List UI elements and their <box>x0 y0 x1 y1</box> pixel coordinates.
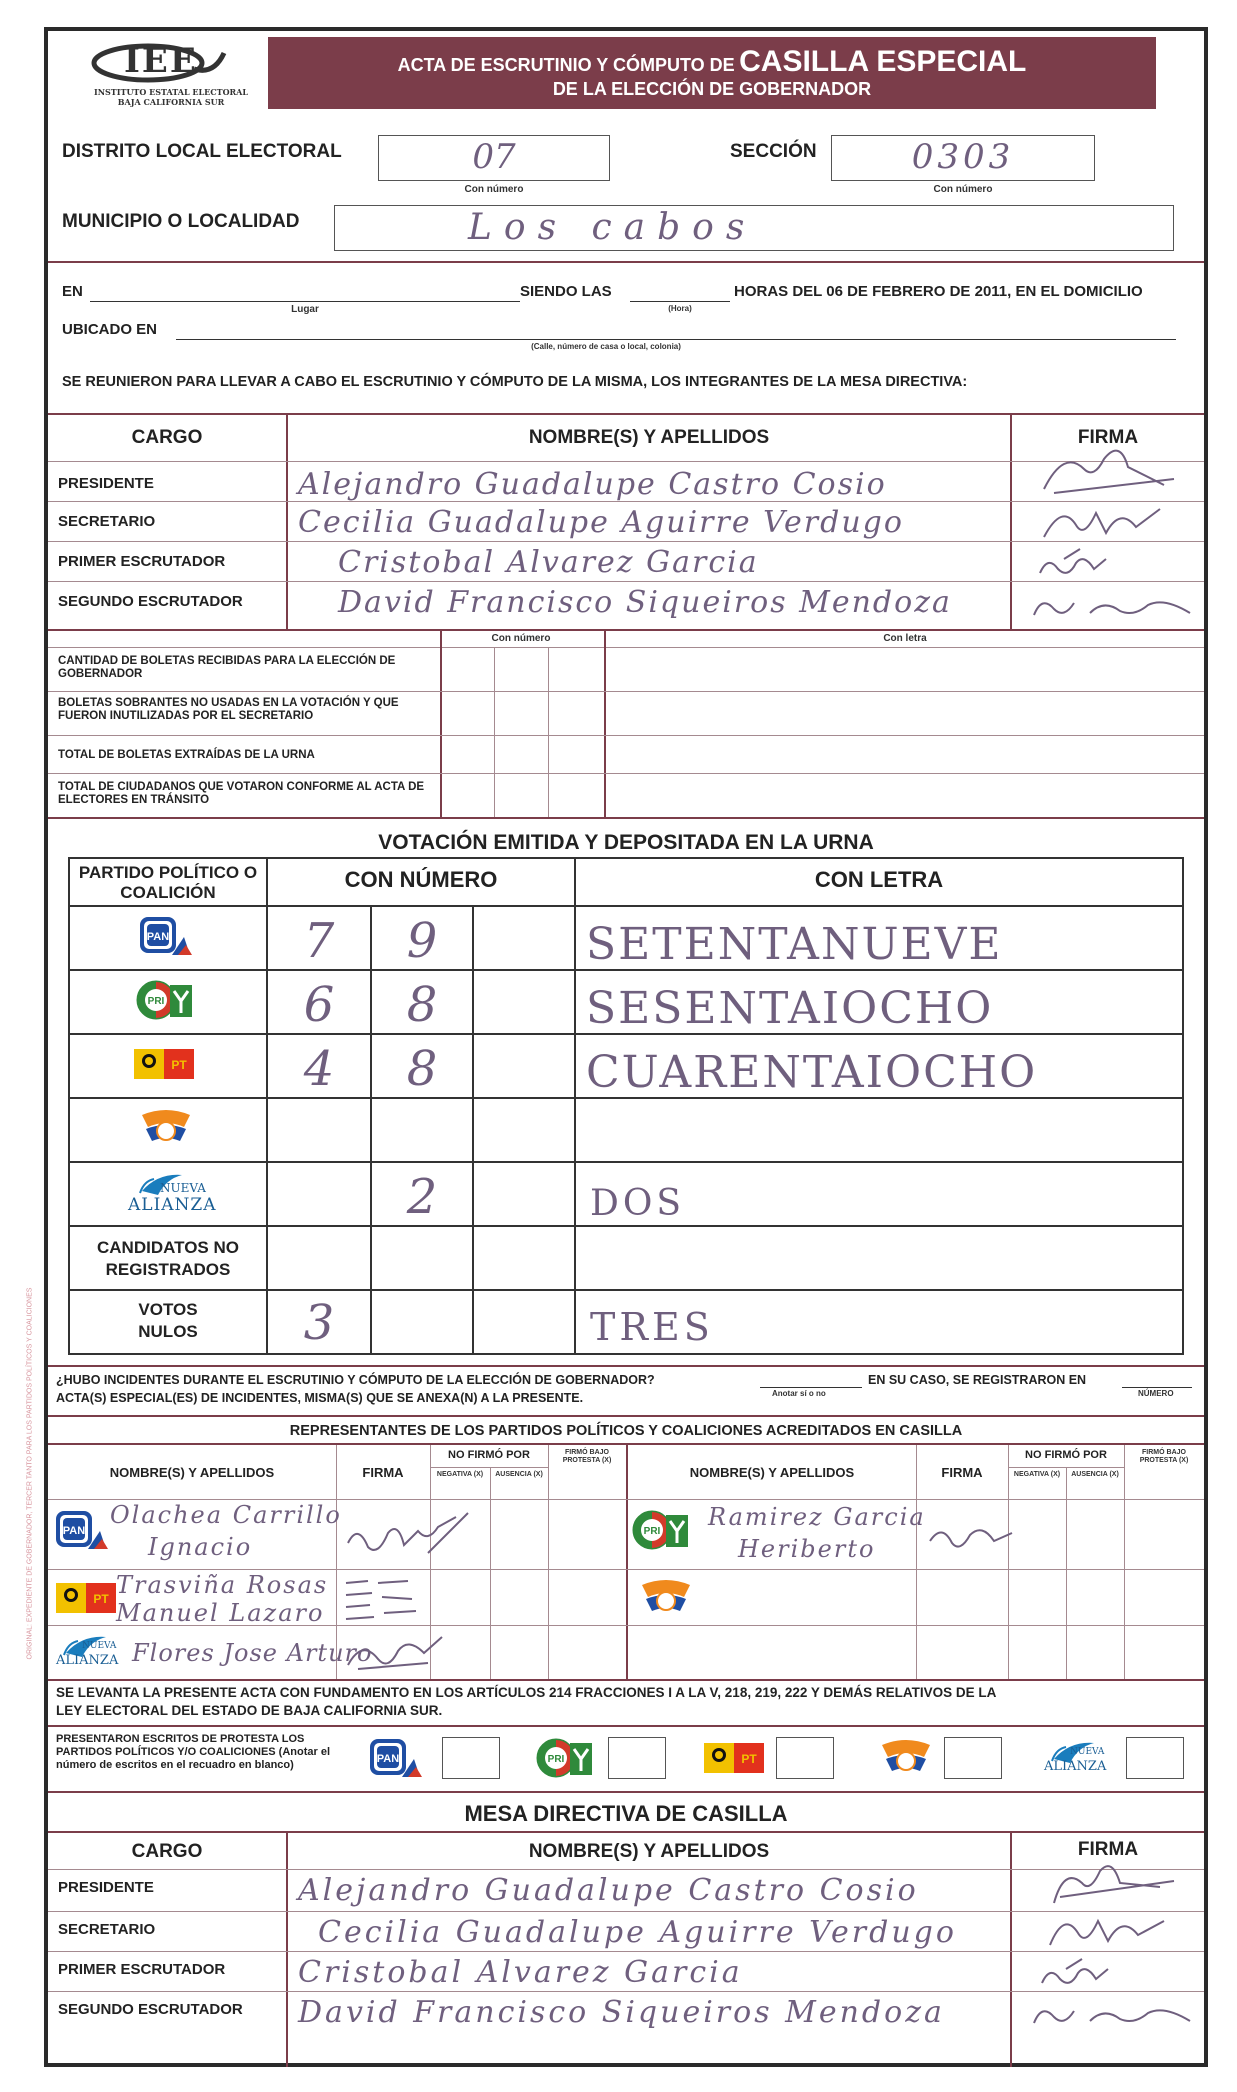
election-record-sheet <box>44 27 1208 2067</box>
prd-pt-logo <box>54 1577 120 1621</box>
official-name: Cecilia Guadalupe Aguirre Verdugo <box>298 505 904 540</box>
title-prefix: ACTA DE ESCRUTINIO Y CÓMPUTO DE <box>397 55 735 75</box>
mesa-name: Alejandro Guadalupe Castro Cosio <box>298 1873 919 1908</box>
en-label: EN <box>62 283 83 300</box>
mesa-signature <box>1024 1907 1194 1953</box>
ballot-row-label: CANTIDAD DE BOLETAS RECIBIDAS PARA LA ELECCIÓN DE GOBERNADOR <box>58 655 396 680</box>
rep-signature <box>338 1629 448 1677</box>
mesa-signature <box>1024 1853 1194 1911</box>
votes-col-party: PARTIDO POLÍTICO O COALICIÓN <box>78 863 258 902</box>
nueva-alianza-logo <box>54 1631 134 1675</box>
rep-col-negativa-right: NEGATIVA (X) <box>1013 1471 1061 1478</box>
municipality-value: Los cabos <box>468 207 757 248</box>
incidents-hint-si-no: Anotar sí o no <box>772 1389 826 1398</box>
district-label: DISTRITO LOCAL ELECTORAL <box>62 141 342 162</box>
section-hint: Con número <box>933 184 993 195</box>
na-logo-line1: NUEVA <box>82 1641 117 1651</box>
official-signature <box>1024 539 1194 583</box>
mesa-col-firma: FIRMA <box>1077 1839 1139 1860</box>
na-logo-line1: NUEVA <box>160 1181 206 1195</box>
rep-signature <box>922 1513 1022 1557</box>
ballot-counts <box>48 631 1204 817</box>
official-name: David Francisco Siqueiros Mendoza <box>338 585 952 620</box>
protest-box-pan[interactable] <box>442 1737 500 1779</box>
pri-pvem-logo <box>632 1509 692 1553</box>
rep-col-protesta-right: FIRMÓ BAJO PROTESTA (X) <box>1139 1449 1189 1464</box>
vote-digit: 9 <box>406 913 438 969</box>
org-name-line1: INSTITUTO ESTATAL ELECTORAL <box>93 87 249 97</box>
rep-col-firma-left: FIRMA <box>362 1465 404 1480</box>
incidents-block <box>56 1369 1196 1415</box>
rep-name-line1: Olachea Carrillo <box>110 1501 342 1529</box>
ballot-row-label: TOTAL DE BOLETAS EXTRAÍDAS DE LA URNA <box>58 749 315 761</box>
official-cargo: PRESIDENTE <box>58 475 154 492</box>
protest-text: PRESENTARON ESCRITOS DE PROTESTA LOS PARTIDOS POLÍTICOS Y/O COALICIONES (Anotar el número de escritos en el recuadro en blanco) <box>56 1733 331 1771</box>
na-logo-line2: ALIANZA <box>1044 1759 1107 1774</box>
district-value: 07 <box>472 137 516 177</box>
vote-letter: CUARENTAIOCHO <box>586 1047 1038 1098</box>
iee-logo <box>86 39 256 109</box>
vote-digit: 6 <box>303 977 335 1033</box>
representatives-title: REPRESENTANTES DE LOS PARTIDOS POLÍTICOS Y COALICIONES ACREDITADOS EN CASILLA <box>289 1423 963 1439</box>
official-signature <box>1024 583 1200 625</box>
rep-col-protesta-left: FIRMÓ BAJO PROTESTA (X) <box>562 1449 612 1464</box>
na-logo-line2: ALIANZA <box>56 1653 119 1668</box>
convergencia-logo <box>136 1107 196 1151</box>
vote-row-label: VOTOS NULOS <box>138 1300 198 1341</box>
title-banner <box>268 37 1156 109</box>
rep-col-no-firmo-right: NO FIRMÓ POR <box>1025 1449 1107 1461</box>
mesa-cargo: PRIMER ESCRUTADOR <box>58 1961 226 1978</box>
votes-col-letter: CON LETRA <box>814 867 944 892</box>
ballot-row-label: TOTAL DE CIUDADANOS QUE VOTARON CONFORME AL ACTA DE ELECTORES EN TRÁNSITO <box>58 781 425 806</box>
protest-box-convergencia[interactable] <box>944 1737 1002 1779</box>
officials-col-nombre: NOMBRE(S) Y APELLIDOS <box>528 427 770 448</box>
ballots-hint-numero: Con número <box>491 633 551 644</box>
mesa-signature <box>1024 1991 1200 2033</box>
section-value: 0303 <box>911 137 1015 177</box>
vote-letter: SETENTANUEVE <box>586 919 1003 970</box>
nueva-alianza-logo <box>122 1169 222 1219</box>
hora-hint: (Hora) <box>668 304 692 313</box>
mesa-name: Cristobal Alvarez Garcia <box>298 1955 743 1990</box>
mesa-title: MESA DIRECTIVA DE CASILLA <box>464 1801 788 1826</box>
mesa-name: David Francisco Siqueiros Mendoza <box>298 1995 945 2030</box>
margin-note: ORIGINAL: EXPEDIENTE DE GOBERNADOR, TERCER TANTO PARA LOS PARTIDOS POLÍTICOS Y COALICIONES <box>26 1287 34 1660</box>
convergencia-logo <box>876 1737 936 1781</box>
mesa-col-cargo: CARGO <box>131 1841 203 1862</box>
ballot-row-letra-field[interactable] <box>606 693 1202 733</box>
incidents-question: ¿HUBO INCIDENTES DURANTE EL ESCRUTINIO Y CÓMPUTO DE LA ELECCIÓN DE GOBERNADOR? <box>56 1373 655 1387</box>
pan-logo <box>368 1737 424 1781</box>
legal-text2: LEY ELECTORAL DEL ESTADO DE BAJA CALIFORNIA SUR. <box>56 1703 443 1718</box>
votes-table <box>68 857 1184 1355</box>
official-cargo: PRIMER ESCRUTADOR <box>58 553 226 570</box>
domicilio-hint: (Calle, número de casa o local, colonia) <box>531 342 681 351</box>
na-logo-line2: ALIANZA <box>128 1195 217 1215</box>
vote-letter: TRES <box>590 1305 714 1349</box>
rep-name-line2: Heriberto <box>738 1535 876 1563</box>
prd-pt-logo <box>132 1043 198 1087</box>
official-signature <box>1024 439 1194 501</box>
convergencia-logo <box>636 1577 696 1621</box>
vote-digit: 3 <box>303 1295 335 1351</box>
section-label: SECCIÓN <box>730 141 817 162</box>
legal-text1: SE LEVANTA LA PRESENTE ACTA CON FUNDAMENTO EN LOS ARTÍCULOS 214 FRACCIONES I A LA V, 218, 219, 222 Y DEMÁS RELATIVOS DE LA <box>56 1685 997 1700</box>
mesa-col-nombre: NOMBRE(S) Y APELLIDOS <box>528 1841 770 1862</box>
officials-col-cargo: CARGO <box>131 427 203 448</box>
vote-row-label: CANDIDATOS NO REGISTRADOS <box>97 1238 239 1279</box>
official-cargo: SECRETARIO <box>58 513 156 530</box>
ubicado-label: UBICADO EN <box>62 321 158 338</box>
nueva-alianza-logo <box>1044 1737 1120 1781</box>
ballot-row-label: BOLETAS SOBRANTES NO USADAS EN LA VOTACIÓN Y QUE FUERON INUTILIZADAS POR EL SECRETARIO <box>58 697 399 722</box>
pan-logo <box>138 915 198 959</box>
vote-digit: 7 <box>303 913 335 969</box>
rep-col-negativa-left: NEGATIVA (X) <box>436 1471 484 1478</box>
title-sub: DE LA ELECCIÓN DE GOBERNADOR <box>552 79 872 99</box>
ballot-row-letra-field[interactable] <box>606 775 1202 815</box>
rep-col-no-firmo-left: NO FIRMÓ POR <box>448 1449 530 1461</box>
rep-name-line1: Ramirez Garcia <box>708 1503 926 1531</box>
protest-box-prd-pt[interactable] <box>776 1737 834 1779</box>
officials-col-firma: FIRMA <box>1077 427 1139 448</box>
mesa-signature <box>1024 1949 1194 1993</box>
vote-digit: 4 <box>303 1041 335 1097</box>
pan-logo <box>54 1509 110 1553</box>
official-name: Alejandro Guadalupe Castro Cosio <box>298 467 887 502</box>
lugar-hint: Lugar <box>291 304 319 315</box>
vote-digit: 8 <box>406 977 438 1033</box>
official-cargo: SEGUNDO ESCRUTADOR <box>58 593 243 610</box>
rep-col-nombre-right: NOMBRE(S) Y APELLIDOS <box>689 1465 855 1480</box>
ballot-row-letra-field[interactable] <box>606 649 1202 689</box>
vote-letter: DOS <box>590 1183 686 1224</box>
protest-box-pri[interactable] <box>608 1737 666 1779</box>
vote-digit: 2 <box>406 1169 438 1225</box>
incidents-hint-numero: NÚMERO <box>1138 1389 1174 1398</box>
officials-table <box>48 413 1204 629</box>
pri-pvem-logo <box>536 1737 596 1781</box>
ballot-row-letra-field[interactable] <box>606 737 1202 771</box>
mesa-table <box>48 1833 1204 2067</box>
vote-letter: SESENTAIOCHO <box>586 983 994 1034</box>
rep-col-ausencia-left: AUSENCIA (X) <box>495 1471 543 1478</box>
incidents-suffix: EN SU CASO, SE REGISTRARON EN <box>868 1373 1087 1387</box>
rep-signature <box>338 1503 478 1565</box>
rep-col-ausencia-right: AUSENCIA (X) <box>1071 1471 1119 1478</box>
rep-name-line2: Ignacio <box>148 1533 253 1561</box>
org-name-line2: BAJA CALIFORNIA SUR <box>117 97 225 107</box>
mesa-cargo: SEGUNDO ESCRUTADOR <box>58 2001 243 2018</box>
date-text: HORAS DEL 06 DE FEBRERO DE 2011, EN EL DOMICILIO <box>734 283 1143 300</box>
rep-col-nombre-left: NOMBRE(S) Y APELLIDOS <box>109 1465 275 1480</box>
ballots-hint-letra: Con letra <box>883 633 927 644</box>
iee-logo-text: IEE <box>124 41 198 81</box>
prd-pt-logo <box>702 1737 768 1781</box>
mesa-cargo: PRESIDENTE <box>58 1879 154 1896</box>
pri-pvem-logo <box>136 979 196 1023</box>
mesa-cargo: SECRETARIO <box>58 1921 156 1938</box>
rep-col-firma-right: FIRMA <box>941 1465 983 1480</box>
mesa-name: Cecilia Guadalupe Aguirre Verdugo <box>318 1915 957 1950</box>
siendo-label: SIENDO LAS <box>520 283 612 300</box>
protest-box-nueva-alianza[interactable] <box>1126 1737 1184 1779</box>
votes-title: VOTACIÓN EMITIDA Y DEPOSITADA EN LA URNA <box>378 831 874 854</box>
incidents-line2: ACTA(S) ESPECIAL(ES) DE INCIDENTES, MISMA(S) QUE SE ANEXA(N) A LA PRESENTE. <box>56 1391 584 1405</box>
official-name: Cristobal Alvarez Garcia <box>338 545 759 580</box>
vote-digit: 8 <box>406 1041 438 1097</box>
representatives-table <box>48 1445 1204 1679</box>
title-main: CASILLA ESPECIAL <box>739 45 1027 78</box>
votes-col-number: CON NÚMERO <box>344 867 498 892</box>
na-logo-line1: NUEVA <box>1070 1747 1105 1757</box>
rep-name-line2: Manuel Lazaro <box>116 1599 325 1627</box>
rep-name-line1: Trasviña Rosas <box>116 1571 329 1599</box>
rep-signature <box>338 1569 434 1625</box>
municipality-label: MUNICIPIO O LOCALIDAD <box>62 211 300 232</box>
district-hint: Con número <box>464 184 524 195</box>
rep-name-line1: Flores Jose Arturo <box>132 1639 373 1667</box>
reunion-text: SE REUNIERON PARA LLEVAR A CABO EL ESCRUTINIO Y CÓMPUTO DE LA MISMA, LOS INTEGRANTES DE LA MESA DIRECTIVA: <box>62 374 968 390</box>
